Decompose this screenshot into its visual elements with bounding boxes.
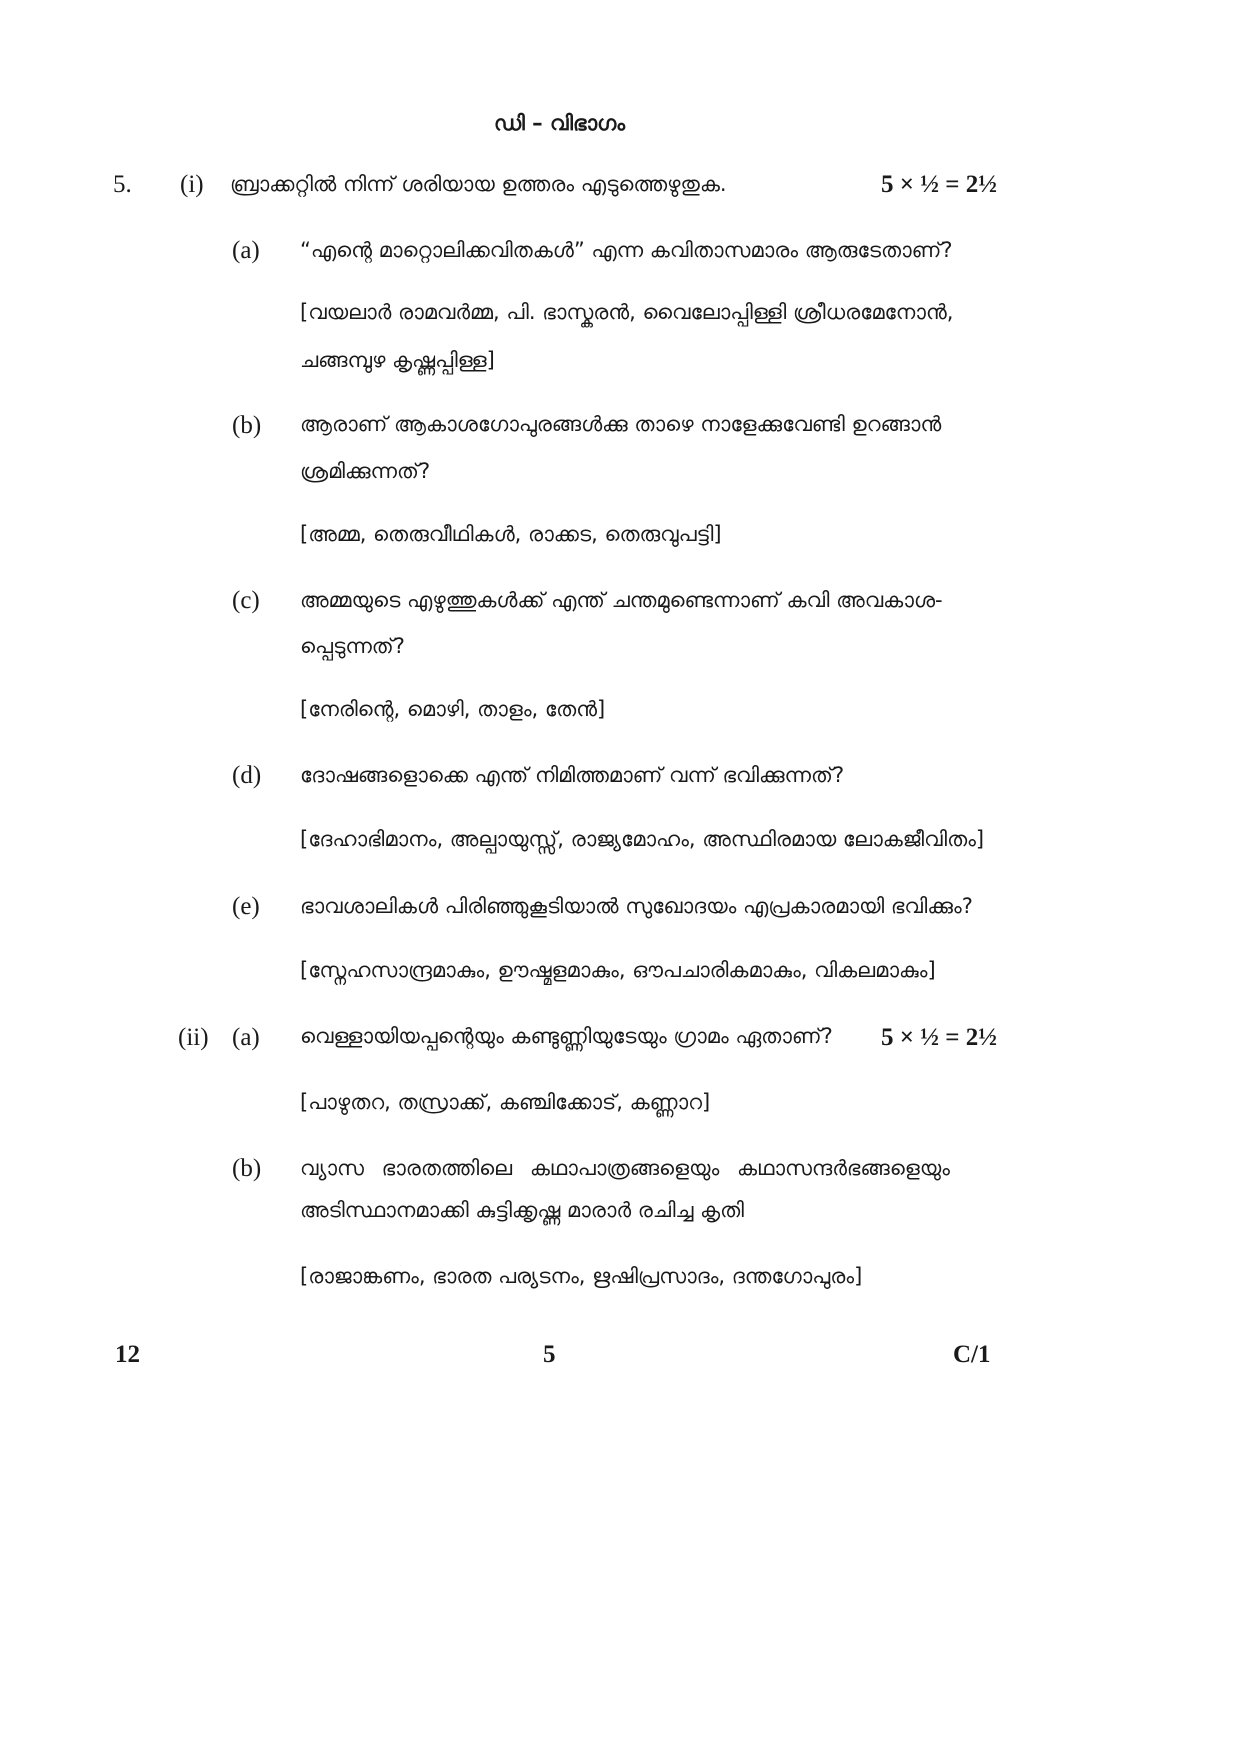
page-number: 5: [543, 1341, 556, 1368]
options-i-d: [ദേഹാഭിമാനം, അല്പായുസ്സ്, രാജ്യമോഹം, അസ്ഥിരമായ ലോകജീവിതം]: [300, 827, 985, 851]
options-ii-b: [രാജാങ്കണം, ഭാരത പര്യടനം, ഋഷിപ്രസാദം, ദന്തഗോപുരം]: [300, 1264, 863, 1288]
question-i-d: ദോഷങ്ങളൊക്കെ എന്ത് നിമിത്തമാണ് വന്ന് ഭവിക്കുന്നത്?: [300, 763, 845, 787]
part-i-marks: 5 × ½ = 2½: [881, 171, 997, 198]
question-ii-b-word: വ്യാസ: [300, 1156, 364, 1180]
question-ii-b-line2: അടിസ്ഥാനമാക്കി കുട്ടിക്കൃഷ്ണ മാരാർ രചിച്ച കൃതി: [300, 1198, 744, 1222]
footer-left: 12: [115, 1341, 140, 1368]
part-ii-label: (ii): [178, 1024, 209, 1051]
item-label-d: (d): [232, 762, 262, 789]
question-i-c-line1: അമ്മയുടെ എഴുത്തുകൾക്ക് എന്ത് ചന്തമുണ്ടെന്നാണ് കവി അവകാശ-: [300, 588, 943, 612]
item-label-e: (e): [232, 893, 260, 920]
options-i-c: [നേരിന്റെ, മൊഴി, താളം, തേൻ]: [300, 697, 606, 721]
part-i-label: (i): [180, 171, 204, 198]
question-ii-a: വെള്ളായിയപ്പന്റെയും കണ്ടുണ്ണിയുടേയും ഗ്രാമം ഏതാണ്?: [300, 1024, 833, 1048]
question-ii-b-word: ഭാരതത്തിലെ: [381, 1156, 513, 1180]
question-i-b-line1: ആരാണ് ആകാശഗോപുരങ്ങൾക്കു താഴെ നാളേക്കുവേണ്ടി ഉറങ്ങാൻ: [300, 412, 942, 436]
question-i-e: ഭാവശാലികൾ പിരിഞ്ഞുകൂടിയാൽ സുഖോദയം എപ്രകാരമായി ഭവിക്കും?: [300, 894, 973, 918]
section-title: ഡി – വിഭാഗം: [494, 111, 626, 135]
part-ii-marks: 5 × ½ = 2½: [881, 1024, 997, 1051]
question-i-a: “എന്റെ മാറ്റൊലിക്കവിതകൾ” എന്ന കവിതാസമാരം ആരുടേതാണ്?: [300, 238, 953, 262]
question-ii-b-line1: [300, 1158, 950, 1179]
options-i-a-line1: [വയലാർ രാമവർമ്മ, പി. ഭാസ്കരൻ, വൈലോപ്പിള്ളി ശ്രീധരമേനോൻ,: [300, 300, 954, 324]
item-label-c: (c): [232, 587, 260, 614]
question-i-c-line2: പ്പെടുന്നത്?: [300, 634, 405, 658]
question-ii-b-word: കഥാസന്ദർഭങ്ങളെയും: [737, 1156, 950, 1180]
item-label-ii-a: (a): [232, 1024, 260, 1051]
options-i-b: [അമ്മ, തെരുവീഥികൾ, രാക്കട, തെരുവുപട്ടി]: [300, 522, 722, 546]
part-i-instruction: ബ്രാക്കറ്റിൽ നിന്ന് ശരിയായ ഉത്തരം എടുത്തെഴുതുക.: [230, 172, 727, 196]
footer-code: C/1: [953, 1341, 991, 1368]
item-label-b: (b): [232, 412, 262, 439]
options-ii-a: [പാഴുതറ, തസ്രാക്ക്, കഞ്ചിക്കോട്, കണ്ണാറ]: [300, 1090, 711, 1114]
question-ii-b-word: കഥാപാത്രങ്ങളെയും: [529, 1156, 720, 1180]
options-i-e: [സ്നേഹസാന്ദ്രമാകും, ഊഷ്മളമാകും, ഔപചാരികമാകും, വികലമാകും]: [300, 958, 936, 982]
item-label-ii-b: (b): [232, 1155, 262, 1182]
item-label-a: (a): [232, 237, 260, 264]
question-i-b-line2: ശ്രമിക്കുന്നത്?: [300, 459, 431, 483]
question-number: 5.: [113, 171, 132, 198]
options-i-a-line2: ചങ്ങമ്പുഴ കൃഷ്ണപ്പിള്ള]: [300, 348, 495, 372]
